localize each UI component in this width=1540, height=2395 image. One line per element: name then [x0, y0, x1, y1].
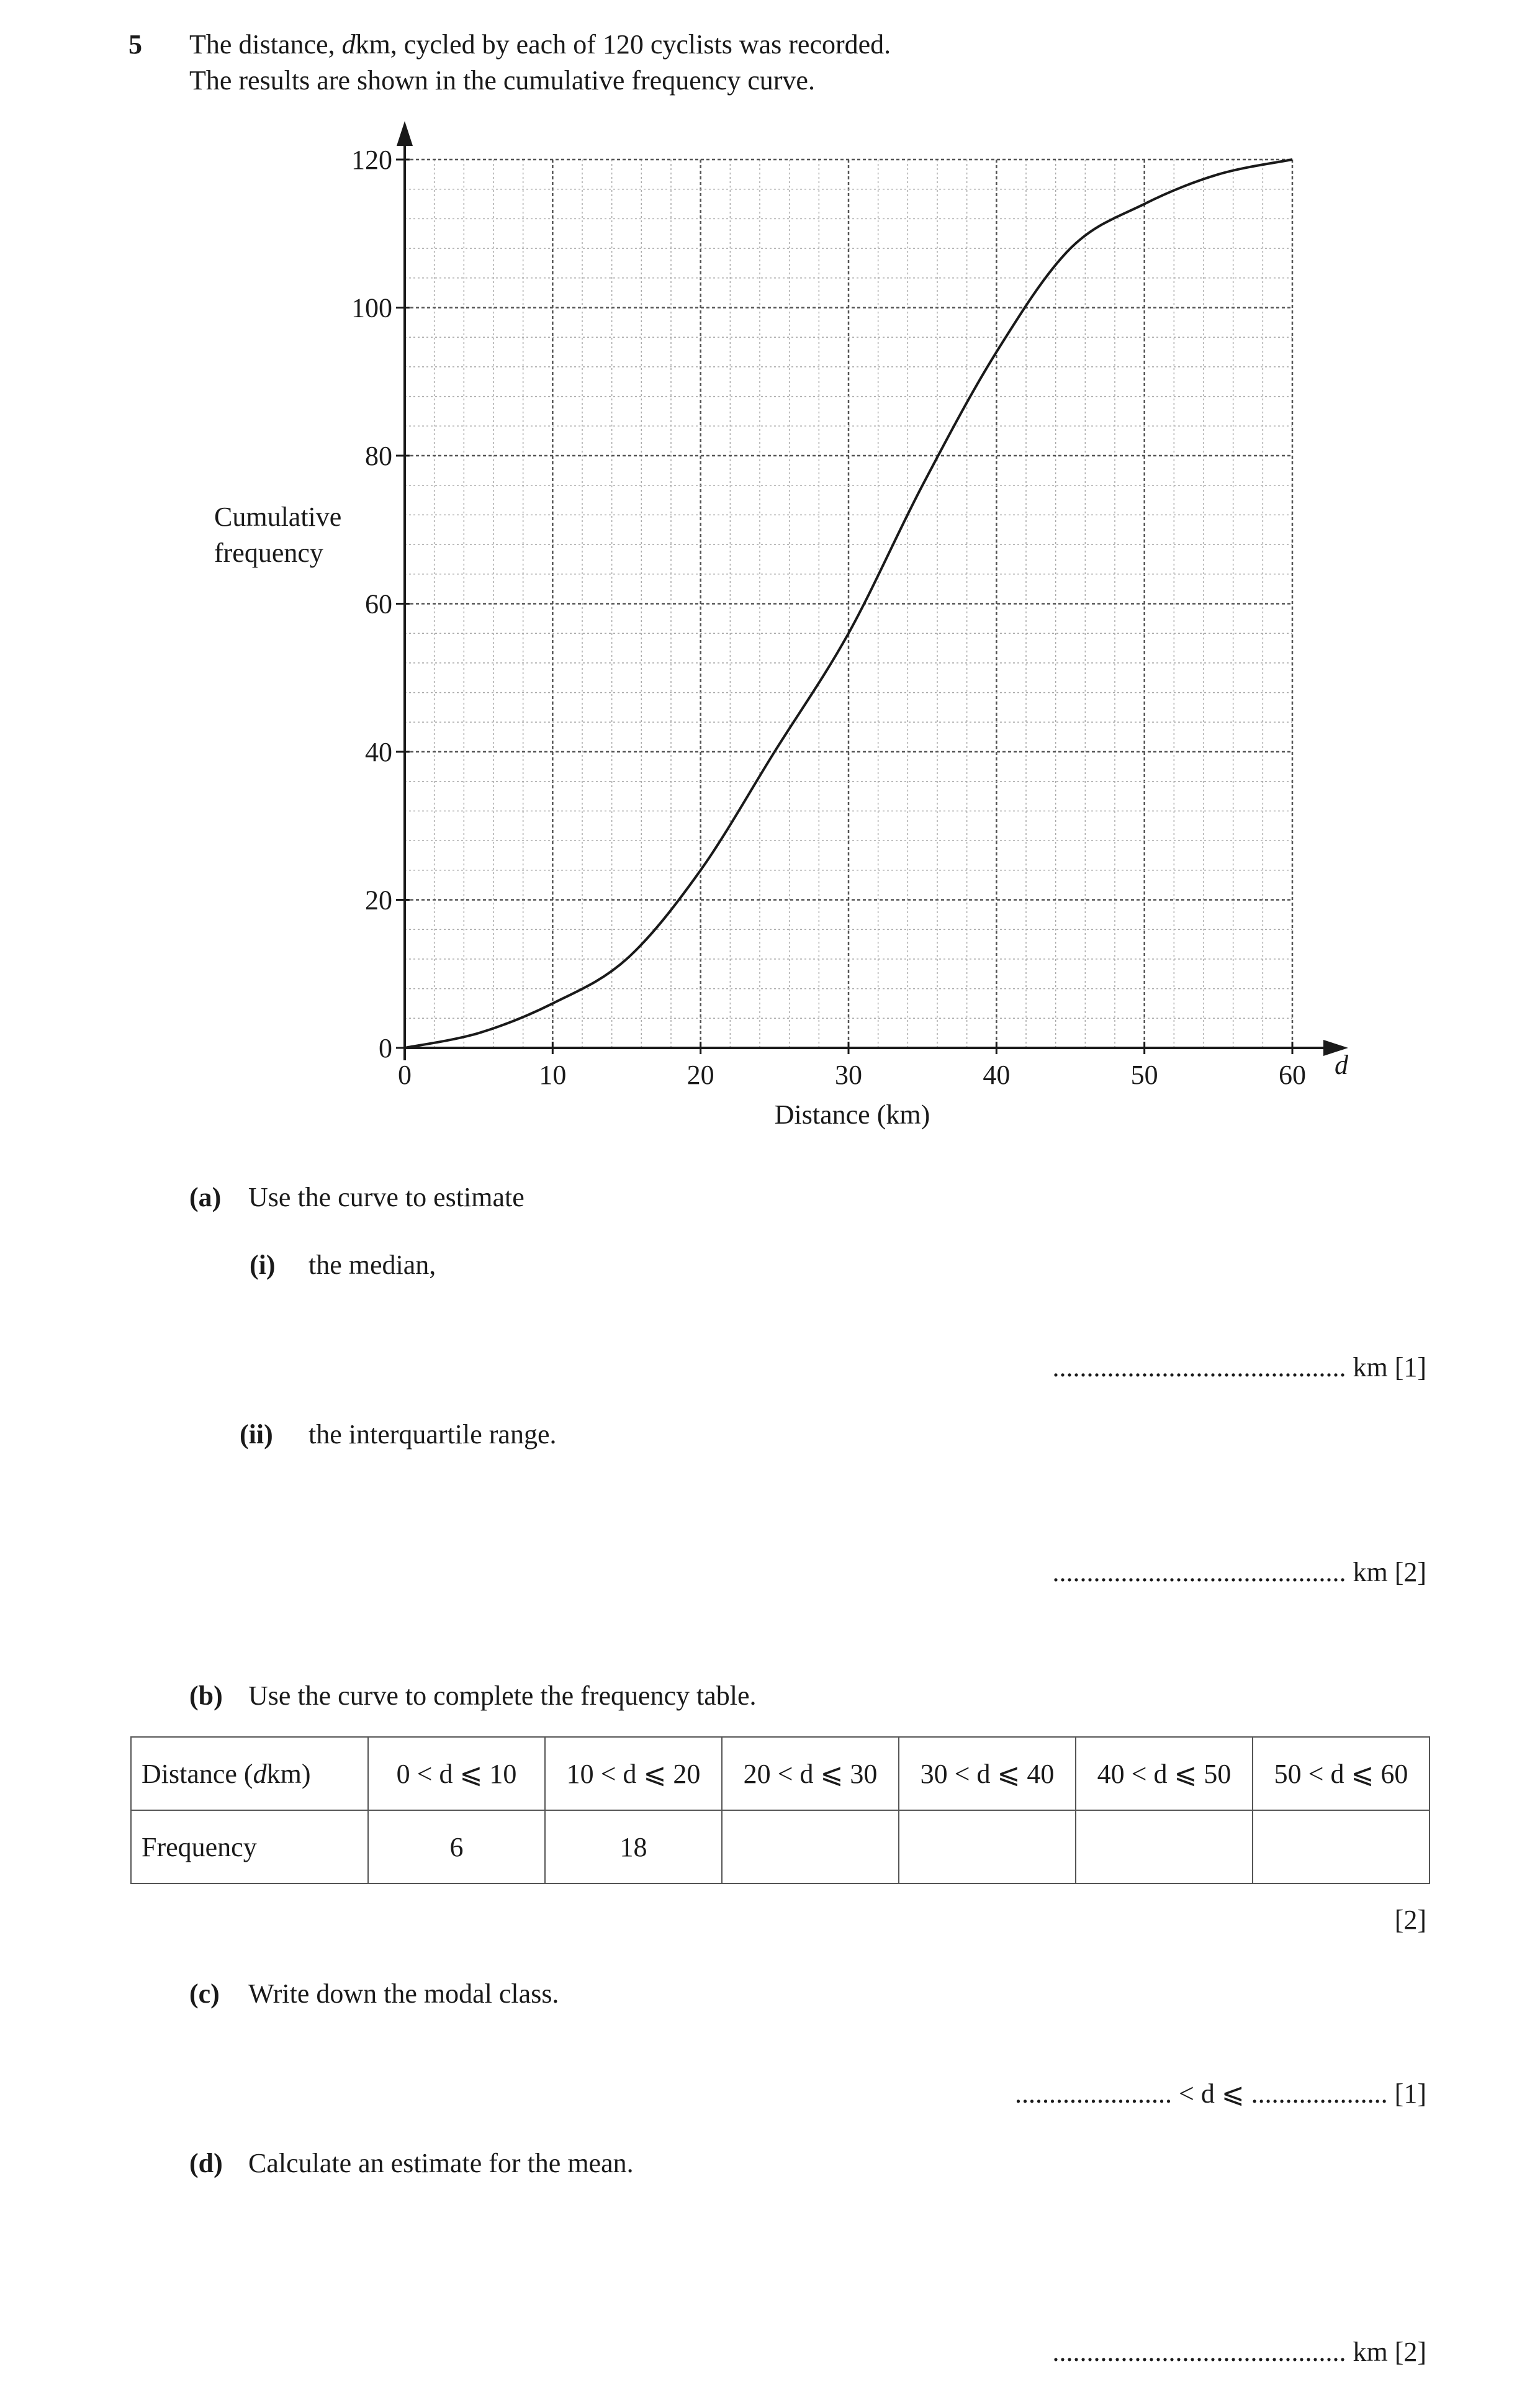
part-b-marks: [2]	[1394, 1905, 1426, 1935]
y-tick-label: 80	[365, 441, 392, 471]
class-cell: 0 < d ⩽ 10	[368, 1737, 545, 1810]
distance-header-cell	[131, 1737, 368, 1810]
class-cell: 30 < d ⩽ 40	[899, 1737, 1076, 1810]
part-a-ii-answer-line[interactable]: ........................................... km [2]	[1052, 1557, 1426, 1587]
part-c-answer-line[interactable]: ....................... < d ⩽ .................... [1]	[1015, 2078, 1426, 2109]
part-d-answer-line[interactable]: ........................................... km [2]	[1052, 2337, 1426, 2367]
stem-variable: d	[341, 29, 356, 60]
part-b-label: (b)	[189, 1680, 223, 1711]
frequency-cell: 18	[545, 1810, 722, 1883]
part-a-i-text: the median,	[308, 1250, 436, 1280]
frequency-answer-cell[interactable]	[1253, 1810, 1430, 1883]
part-d-text: Calculate an estimate for the mean.	[248, 2148, 634, 2178]
y-axis-arrow-icon	[397, 121, 413, 146]
y-tick-label: 120	[351, 145, 392, 175]
x-tick-label: 10	[539, 1060, 567, 1090]
frequency-cell: 6	[368, 1810, 545, 1883]
frequency-answer-cell[interactable]	[1076, 1810, 1253, 1883]
x-tick-label: 20	[687, 1060, 714, 1090]
x-tick-label: 40	[983, 1060, 1011, 1090]
class-cell: 10 < d ⩽ 20	[545, 1737, 722, 1810]
distance-header-variable: d	[253, 1758, 267, 1789]
class-cell: 40 < d ⩽ 50	[1076, 1737, 1253, 1810]
cumulative-frequency-chart	[0, 0, 1540, 1167]
stem-text-a: The distance,	[189, 29, 342, 60]
part-a-i-label: (i)	[250, 1250, 276, 1280]
frequency-answer-cell[interactable]	[899, 1810, 1076, 1883]
table-header-row	[131, 1737, 1430, 1810]
x-tick-label: 0	[398, 1060, 412, 1090]
y-tick-label: 20	[365, 885, 392, 916]
x-tick-label: 30	[835, 1060, 862, 1090]
x-axis-label: Distance (km)	[774, 1099, 930, 1130]
frequency-table	[130, 1736, 1430, 1884]
frequency-header-cell: Frequency	[131, 1810, 368, 1883]
part-c-label: (c)	[189, 1978, 220, 2009]
part-a-i-answer-line[interactable]: ........................................... km [1]	[1052, 1352, 1426, 1382]
question-number: 5	[128, 29, 142, 60]
part-a-text: Use the curve to estimate	[248, 1182, 525, 1212]
x-axis-variable: d	[1335, 1050, 1348, 1080]
frequency-answer-cell[interactable]	[722, 1810, 899, 1883]
y-axis-label-line1: Cumulative	[214, 502, 342, 532]
part-a-label: (a)	[189, 1182, 222, 1212]
class-cell: 20 < d ⩽ 30	[722, 1737, 899, 1810]
y-tick-label: 100	[351, 292, 392, 323]
question-stem-line2: The results are shown in the cumulative frequency curve.	[189, 65, 815, 96]
part-d-label: (d)	[189, 2148, 223, 2178]
part-a-ii-text: the interquartile range.	[308, 1419, 557, 1450]
class-cell: 50 < d ⩽ 60	[1253, 1737, 1430, 1810]
stem-text-b: km, cycled by each of 120 cyclists was recorded.	[355, 29, 891, 60]
part-c-text: Write down the modal class.	[248, 1978, 559, 2009]
part-b-text: Use the curve to complete the frequency table.	[248, 1680, 757, 1711]
table-frequency-row	[131, 1810, 1430, 1883]
y-tick-label: 40	[365, 737, 392, 767]
y-axis-label-line2: frequency	[214, 538, 323, 568]
y-tick-label: 0	[379, 1033, 392, 1063]
x-tick-label: 50	[1130, 1060, 1158, 1090]
x-tick-label: 60	[1279, 1060, 1306, 1090]
y-tick-label: 60	[365, 589, 392, 620]
part-a-ii-label: (ii)	[240, 1419, 273, 1450]
distance-header-text: Distance (	[142, 1758, 253, 1789]
distance-header-unit: km)	[266, 1758, 311, 1789]
